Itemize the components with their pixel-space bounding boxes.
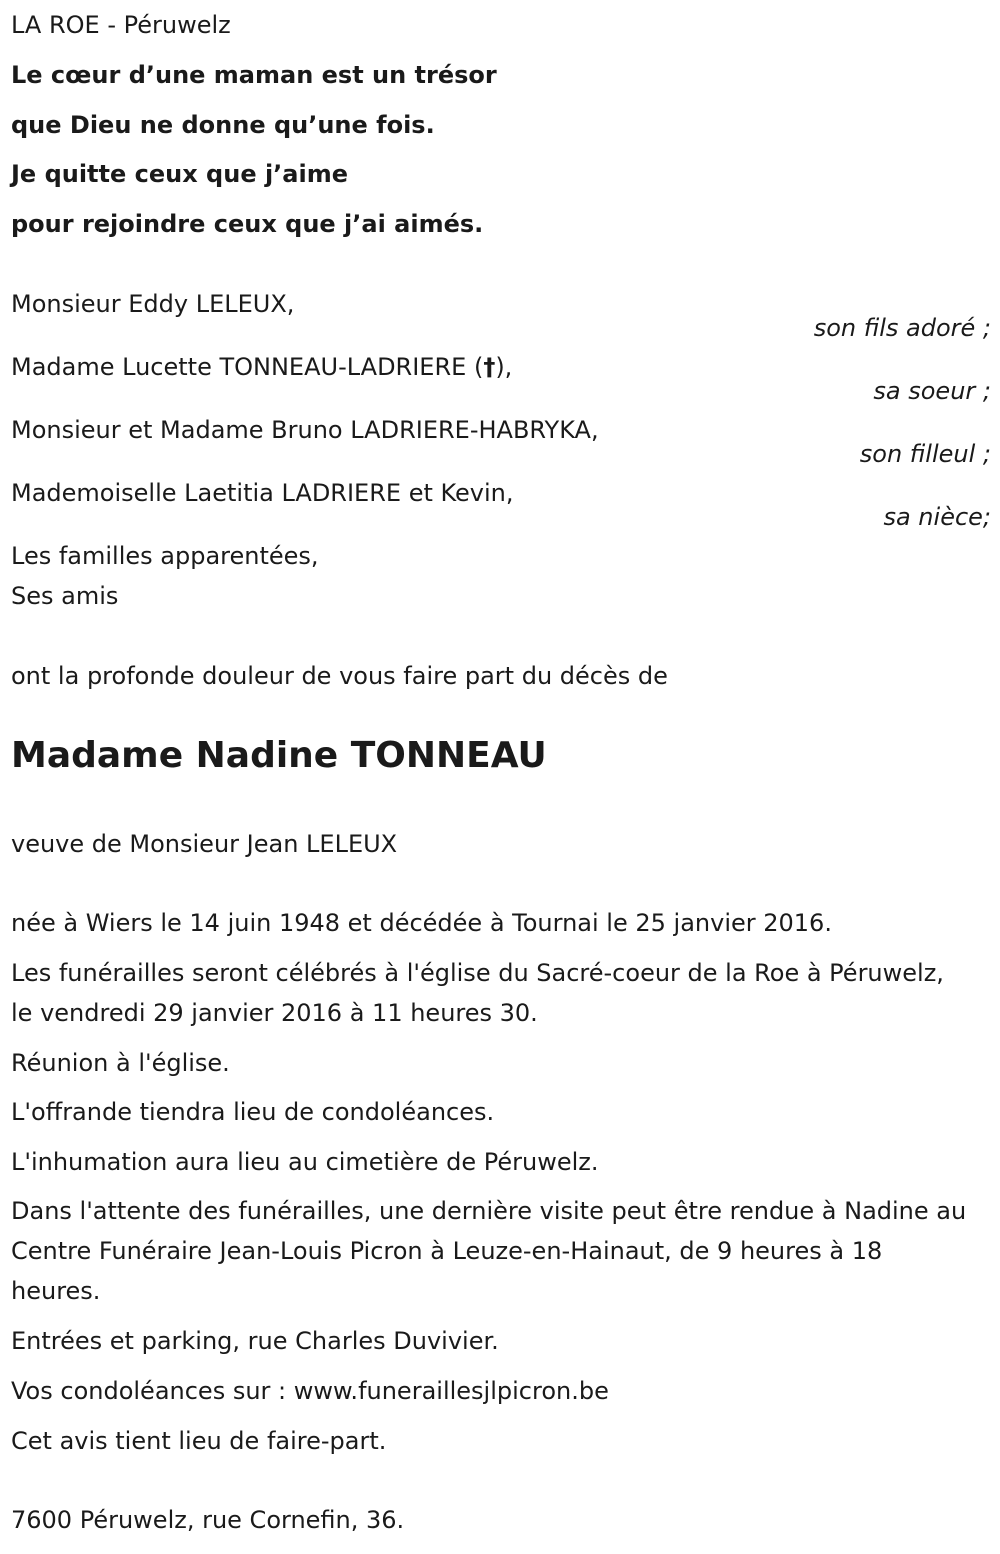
burial-details: L'inhumation aura lieu au cimetière de Péruwelz. [11, 1148, 599, 1176]
birth-death-dates: née à Wiers le 14 juin 1948 et décédée à Tournai le 25 janvier 2016. [11, 909, 832, 937]
meeting-place: Réunion à l'église. [11, 1049, 230, 1077]
friends: Ses amis [11, 582, 119, 610]
parking-info: Entrées et parking, rue Charles Duvivier. [11, 1327, 499, 1355]
poem-line-4: pour rejoindre ceux que j’ai aimés. [11, 210, 484, 238]
family-member-relation: sa soeur ; [873, 377, 991, 405]
family-address: 7600 Péruwelz, rue Cornefin, 36. [11, 1506, 405, 1534]
family-member-relation: son filleul ; [859, 440, 991, 468]
cross-icon: † [483, 353, 496, 381]
visit-details: Dans l'attente des funérailles, une dernière visite peut être rendue à Nadine au Centre Funéraire Jean-Louis Picron à Leuze-en-Hainaut, de 9 heures à 18 heures. [11, 1197, 967, 1305]
related-families: Les familles apparentées, [11, 542, 319, 570]
condolences-link: Vos condoléances sur : www.funeraillesjlpicron.be [11, 1377, 609, 1405]
family-member-name: Monsieur et Madame Bruno LADRIERE-HABRYKA, [11, 416, 599, 444]
poem-line-1: Le cœur d’une maman est un trésor [11, 61, 497, 89]
deceased-name: Madame Nadine TONNEAU [11, 735, 547, 776]
family-member-name: Monsieur Eddy LELEUX, [11, 290, 295, 318]
widow-of: veuve de Monsieur Jean LELEUX [11, 830, 398, 858]
family-member-name [11, 352, 512, 382]
family-member-name: Mademoiselle Laetitia LADRIERE et Kevin, [11, 479, 514, 507]
poem-line-3: Je quitte ceux que j’aime [11, 160, 349, 188]
location-header: LA ROE - Péruwelz [11, 11, 231, 39]
family-member-relation: son fils adoré ; [813, 314, 991, 342]
family-member-name-part: ), [495, 353, 513, 381]
offering-note: L'offrande tiendra lieu de condoléances. [11, 1098, 495, 1126]
funeral-details: Les funérailles seront célébrés à l'église du Sacré-coeur de la Roe à Péruwelz, le vendredi 29 janvier 2016 à 11 heures 30. [11, 959, 944, 1027]
poem-line-2: que Dieu ne donne qu’une fois. [11, 111, 435, 139]
announcement-text: ont la profonde douleur de vous faire part du décès de [11, 662, 668, 690]
family-member-name-part: Madame Lucette TONNEAU-LADRIERE ( [11, 353, 484, 381]
family-member-relation: sa nièce; [883, 503, 991, 531]
notice-text: Cet avis tient lieu de faire-part. [11, 1427, 387, 1455]
